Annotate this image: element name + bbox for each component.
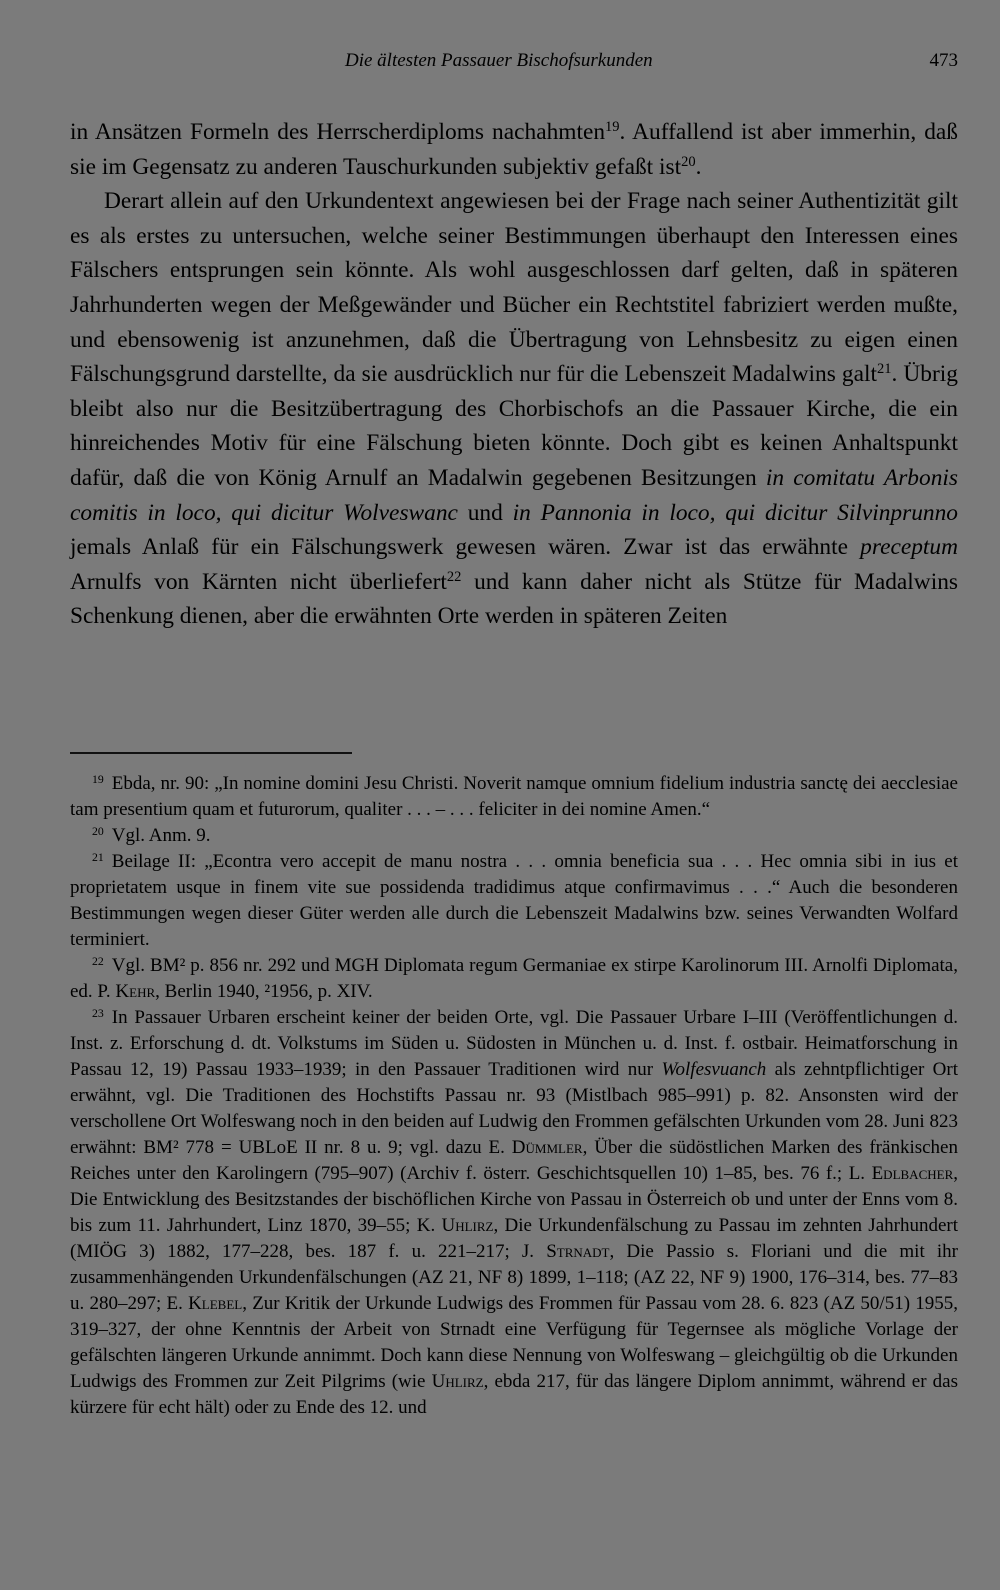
latin-term: Wolfesvuanch	[661, 1059, 767, 1080]
footnote-number: 21	[92, 850, 104, 864]
footnote-text: , Die Entwicklung des Besitzstandes der bischöflichen Kirche von Passau in Österreich ob und unter der Enns vom 8. bis zum 11. Jahrhundert, Linz 1870, 39–55; K.	[70, 1163, 958, 1236]
paragraph-2	[70, 184, 958, 634]
footnote-separator	[70, 752, 352, 754]
text-run: Derart allein auf den Urkundentext angewiesen bei der Frage nach seiner Authentizität gilt es als erstes zu untersuchen, welche seiner Bestimmungen überhaupt den Interessen eines Fälschers entsprungen sein könnte. Als wohl ausgeschlossen darf gelten, daß in späteren Jahrhunderten wegen der Meßgewänder und Bücher ein Rechtstitel fabriziert werden mußte, und ebensowenig ist anzunehmen, daß die Übertragung von Lehnsbesitz zu eigen einen Fälschungsgrund darstellte, da sie ausdrücklich nur für die Lebenszeit Madalwins galt	[70, 188, 958, 388]
running-title: Die ältesten Passauer Bischofsurkunden	[345, 50, 653, 71]
latin-quote: in Pannonia in loco, qui dicitur Silvinprunno	[512, 499, 958, 526]
footnote-number: 22	[92, 954, 104, 968]
text-run: Arnulfs von Kärnten nicht überliefert	[70, 568, 447, 595]
footnote-22	[70, 953, 958, 1005]
footnote-text: , Die Passio s. Floriani und die mit ihr zusammenhängenden Urkundenfälschungen (AZ 21, NF 8) 1899, 1–118; (AZ 22, NF 9) 1900, 176–314, bes. 77–83 u. 280–297; E.	[70, 1241, 958, 1314]
footnote-number: 19	[92, 772, 104, 786]
latin-term: preceptum	[860, 534, 958, 561]
footnote-19	[70, 771, 958, 823]
latin-quote: in comitatu Arbonis comitis in loco, qui dicitur Wolveswanc	[70, 464, 958, 526]
footnote-text: als zehntpflichtiger Ort erwähnt, vgl. Die Traditionen des Hochstifts Passau nr. 93 (Mistlbach 985–991) p. 82. Ansonsten wird der verschollene Ort Wolfeswang noch in den beiden auf Ludwig den Frommen gefälschten Urkunden vom 28. Juni 823 erwähnt: BM² 778 = UBLoE II nr. 8 u. 9; vgl. dazu E.	[70, 1059, 958, 1158]
author-name: Uhlirz	[441, 1215, 494, 1236]
footnote-text: , Die Urkundenfälschung zu Passau im zehnten Jahrhundert (MIÖG 3) 1882, 177–228, bes. 187 f. u. 221–217; J.	[70, 1215, 958, 1262]
footnote-text: , ebda 217, für das längere Diplom annimmt, während er das kürzere für echt hält) oder zu Ende des 12. und	[70, 1371, 958, 1418]
main-text	[70, 115, 958, 634]
paragraph-1	[70, 115, 958, 184]
author-name: Edlbacher	[871, 1163, 954, 1184]
footnote-ref-22: 22	[446, 568, 462, 585]
footnote-23	[70, 1005, 958, 1421]
footnote-21	[70, 849, 958, 953]
author-name: Dümmler	[511, 1137, 583, 1158]
footnote-text: , Über die südöstlichen Marken des fränkischen Reiches unter den Karolingern (795–907) (Archiv f. österr. Geschichtsquellen 10) 1–85, bes. 76 f.; L.	[70, 1137, 958, 1184]
text-run: . Auffallend ist aber immerhin, daß sie im Gegensatz zu anderen Tauschurkunden subjektiv gefaßt ist	[70, 119, 958, 180]
author-name: Strnadt	[546, 1241, 610, 1262]
footnote-text: , Zur Kritik der Urkunde Ludwigs des Frommen für Passau vom 28. 6. 823 (AZ 50/51) 1955, 319–327, der ohne Kenntnis der Arbeit von Strnadt eine Verfügung für Tegernsee als mögliche Vorlage der gefälschten längeren Urkunde annimmt. Doch kann diese Nennung von Wolfeswang – gleichgültig ob die Urkunden Ludwigs des Frommen zur Zeit Pilgrims (wie	[70, 1293, 958, 1392]
text-run: . Übrig bleibt also nur die Besitzübertragung des Chorbischofs an die Passauer Kirche, die ein hinreichendes Motiv für eine Fälschung bieten könnte. Doch gibt es keinen Anhaltspunkt dafür, daß die von König Arnulf an Madalwin gegebenen Besitzungen	[70, 361, 958, 491]
text-run: jemals Anlaß für ein Fälschungswerk gewesen wären. Zwar ist das erwähnte	[70, 534, 861, 561]
footnote-ref-19: 19	[605, 119, 620, 136]
footnotes	[70, 771, 958, 1421]
footnote-text: Vgl. Anm. 9.	[111, 825, 211, 846]
footnote-text: Ebda, nr. 90: „In nomine domini Jesu Christi. Noverit namque omnium fidelium industria sanctę dei aecclesiae tam presentium quam et futurorum, qualiter . . . – . . . feliciter in dei nomine Amen.“	[70, 773, 958, 820]
footnote-text: Beilage II: „Econtra vero accepit de manu nostra . . . omnia beneficia sua . . . Hec omnia sibi in ius et proprietatem usque in finem vite sue possidenda tradidimus atque confirmavimus . . .“ Auch die besonderen Bestimmungen wegen dieser Güter werden alle durch die Lebenszeit Madalwins bzw. seines Verwandten Wolfard terminiert.	[70, 851, 958, 950]
author-name: Klebel	[188, 1293, 243, 1314]
page-number: 473	[929, 50, 958, 71]
running-head	[70, 48, 958, 78]
text-run: und	[457, 499, 513, 526]
footnote-text: Vgl. BM² p. 856 nr. 292 und MGH Diplomata regum Germaniae ex stirpe Karolinorum III. Arnolfi Diplomata, ed. P.	[70, 955, 958, 1002]
footnote-20	[70, 823, 958, 849]
footnote-number: 20	[92, 824, 104, 838]
footnote-text: , Berlin 1940, ²1956, p. XIV.	[155, 981, 373, 1002]
author-name: Uhlirz	[431, 1371, 484, 1392]
footnote-ref-21: 21	[877, 361, 892, 378]
footnote-ref-20: 20	[681, 153, 696, 170]
text-run: und kann daher nicht als Stütze für Madalwins Schenkung dienen, aber die erwähnten Orte werden in späteren Zeiten	[70, 568, 958, 630]
author-name: Kehr	[115, 981, 156, 1002]
footnote-text: In Passauer Urbaren erscheint keiner der beiden Orte, vgl. Die Passauer Urbare I–III (Veröffentlichungen d. Inst. z. Erforschung d. dt. Volkstums im Süden u. Südosten in München u. d. Inst. f. ostbair. Heimatforschung in Passau 12, 19) Passau 1933–1939; in den Passauer Traditionen wird nur	[70, 1007, 958, 1080]
text-run: .	[695, 153, 702, 180]
text-run: in Ansätzen Formeln des Herrscherdiploms nachahmten	[70, 119, 606, 145]
footnote-number: 23	[92, 1006, 104, 1020]
